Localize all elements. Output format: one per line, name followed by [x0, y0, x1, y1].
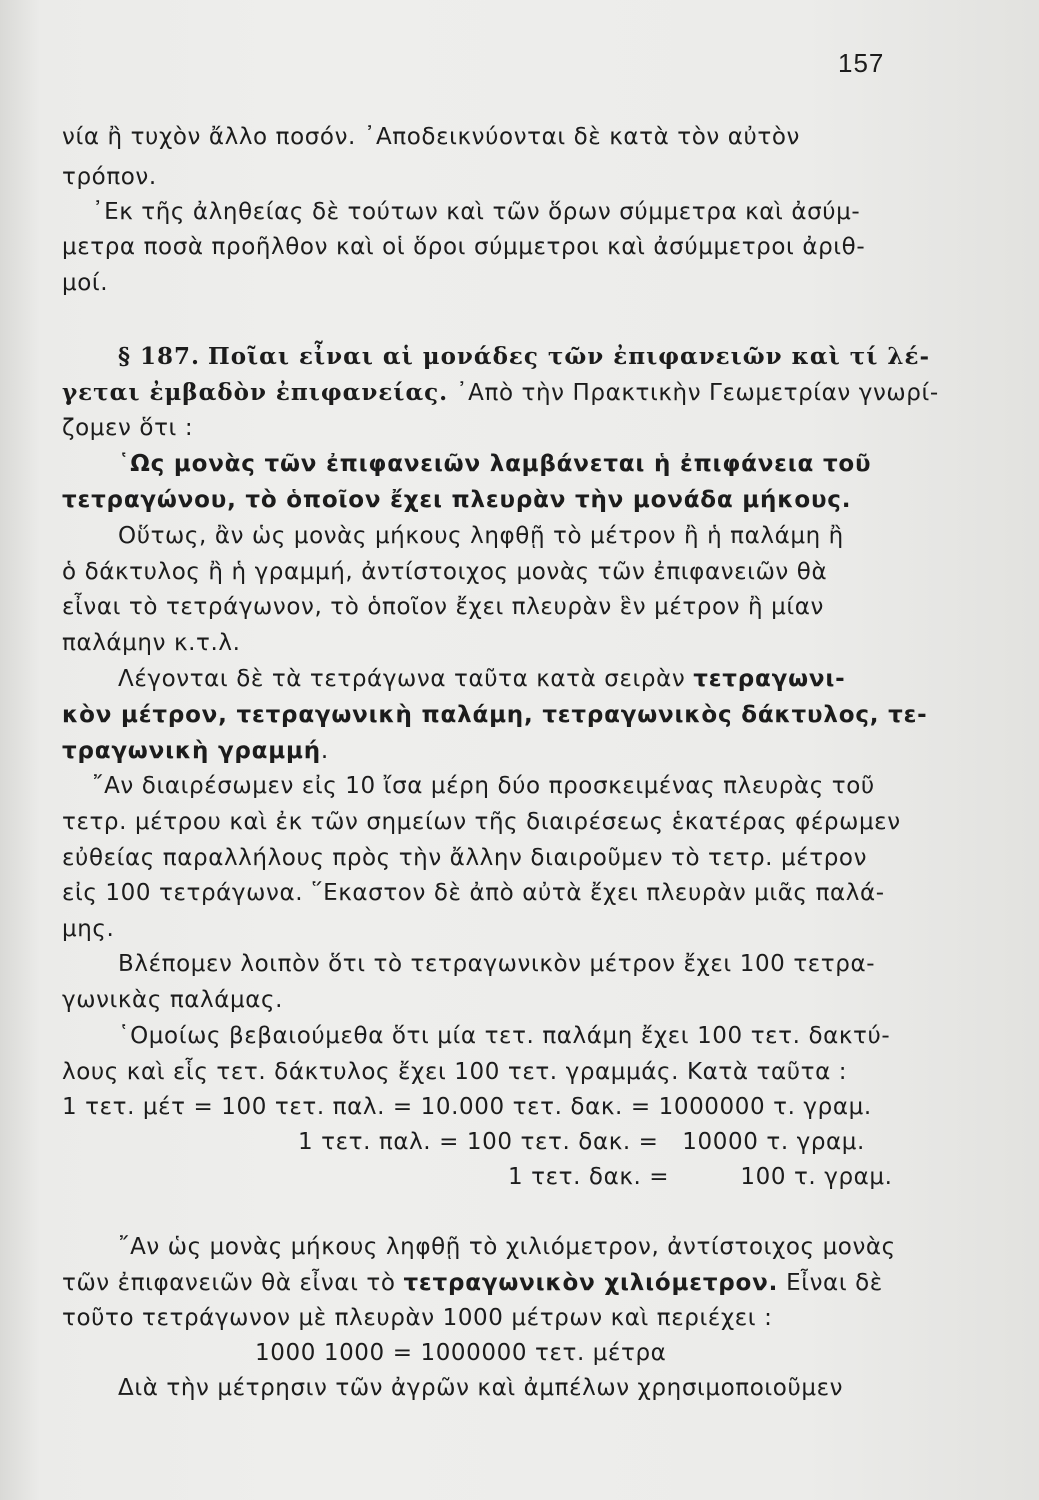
text-segment: Λέγονται δὲ τὰ τετράγωνα ταῦτα κατὰ σειρὰν	[118, 666, 686, 692]
text-line: τετρ. μέτρου καὶ ἐκ τῶν σημείων τῆς διαιρέσεως ἑκατέρας φέρωμεν	[62, 809, 901, 835]
text-line: παλάμην κ.τ.λ.	[62, 630, 241, 656]
text-line: ᾿Εκ τῆς ἀληθείας δὲ τούτων καὶ τῶν ὅρων σύμμετρα καὶ ἀσύμ-	[92, 199, 861, 225]
text-segment: .	[320, 738, 329, 764]
section-title-cont: γεται ἐμβαδὸν ἐπιφανείας.	[62, 379, 449, 406]
section-title: Ποῖαι εἶναι αἱ μονάδες τῶν ἐπιφανειῶν καὶ τί λέ-	[207, 343, 930, 370]
text-line	[62, 378, 939, 408]
text-line: μοί.	[62, 270, 109, 296]
text-line	[118, 664, 845, 694]
text-segment: ᾿Απὸ τὴν Πρακτικὴν Γεωμετρίαν γνωρί-	[456, 380, 939, 406]
equation-line: 1 τετ. δακ. = 100 τ. γραμ.	[508, 1164, 893, 1190]
text-line: τρόπον.	[62, 164, 157, 190]
bold-term: τετραγωνικὸν χιλιόμετρον.	[403, 1270, 779, 1296]
text-line: ῾Ομοίως βεβαιούμεθα ὅτι μία τετ. παλάμη ἔχει 100 τετ. δακτύ-	[118, 1023, 891, 1049]
definition-line: τετραγώνου, τὸ ὁποῖον ἔχει πλευρὰν τὴν μονάδα μήκους.	[62, 487, 852, 513]
text-line: ὁ δάκτυλος ἢ ἡ γραμμή, ἀντίστοιχος μονὰς τῶν ἐπιφανειῶν θὰ	[62, 559, 828, 585]
text-line: νία ἢ τυχὸν ἄλλο ποσόν. ᾿Αποδεικνύονται δὲ κατὰ τὸν αὐτὸν	[62, 124, 801, 150]
text-line: Βλέπομεν λοιπὸν ὅτι τὸ τετραγωνικὸν μέτρον ἔχει 100 τετρα-	[118, 951, 876, 977]
equation-line: 1 τετ. μέτ = 100 τετ. παλ. = 10.000 τετ. δακ. = 1000000 τ. γραμ.	[62, 1094, 872, 1120]
bold-term-line: κὸν μέτρον, τετραγωνικὴ παλάμη, τετραγωνικὸς δάκτυλος, τε-	[62, 702, 928, 728]
equation-line: 1000 1000 = 1000000 τετ. μέτρα	[255, 1340, 667, 1366]
text-line: λους καὶ εἷς τετ. δάκτυλος ἔχει 100 τετ. γραμμάς. Κατὰ ταῦτα :	[62, 1059, 848, 1085]
text-line	[62, 736, 329, 766]
text-line: ῎Αν διαιρέσωμεν εἰς 10 ἴσα μέρη δύο προσκειμένας πλευρὰς τοῦ	[92, 773, 875, 799]
text-line: Οὕτως, ἂν ὡς μονὰς μήκους ληφθῇ τὸ μέτρον ἢ ἡ παλάμη ἢ	[118, 523, 844, 549]
section-number: § 187.	[118, 343, 201, 370]
text-line: εἰς 100 τετράγωνα. ῞Εκαστον δὲ ἀπὸ αὐτὰ ἔχει πλευρὰν μιᾶς παλά-	[62, 880, 885, 906]
bold-term: τραγωνικὴ γραμμή	[62, 738, 321, 764]
text-line: εὐθείας παραλλήλους πρὸς τὴν ἄλλην διαιροῦμεν τὸ τετρ. μέτρον	[62, 845, 868, 871]
text-line	[62, 1268, 883, 1298]
text-line: τοῦτο τετράγωνον μὲ πλευρὰν 1000 μέτρων καὶ περιέχει :	[62, 1305, 773, 1331]
text-line: μετρα ποσὰ προῆλθον καὶ οἱ ὅροι σύμμετροι καὶ ἀσύμμετροι ἀριθ-	[62, 234, 866, 260]
equation-line: 1 τετ. παλ. = 100 τετ. δακ. = 10000 τ. γραμ.	[298, 1129, 865, 1155]
text-line: Διὰ τὴν μέτρησιν τῶν ἀγρῶν καὶ ἀμπέλων χρησιμοποιοῦμεν	[118, 1375, 844, 1401]
page-number: 157	[838, 48, 885, 78]
definition-line: ῾Ως μονὰς τῶν ἐπιφανειῶν λαμβάνεται ἡ ἐπιφάνεια τοῦ	[118, 451, 872, 477]
text-line: μης.	[62, 916, 115, 942]
section-heading	[118, 342, 930, 372]
text-line: εἶναι τὸ τετράγωνον, τὸ ὁποῖον ἔχει πλευρὰν ἓν μέτρον ἢ μίαν	[62, 594, 824, 620]
text-line: ῎Αν ὡς μονὰς μήκους ληφθῇ τὸ χιλιόμετρον, ἀντίστοιχος μονὰς	[118, 1234, 896, 1260]
text-segment: Εἶναι δὲ	[786, 1270, 883, 1296]
text-segment: τῶν ἐπιφανειῶν θὰ εἶναι τὸ	[62, 1270, 396, 1296]
text-line: ζομεν ὅτι :	[62, 415, 194, 441]
text-line: γωνικὰς παλάμας.	[62, 987, 284, 1013]
bold-term: τετραγωνι-	[693, 666, 846, 692]
